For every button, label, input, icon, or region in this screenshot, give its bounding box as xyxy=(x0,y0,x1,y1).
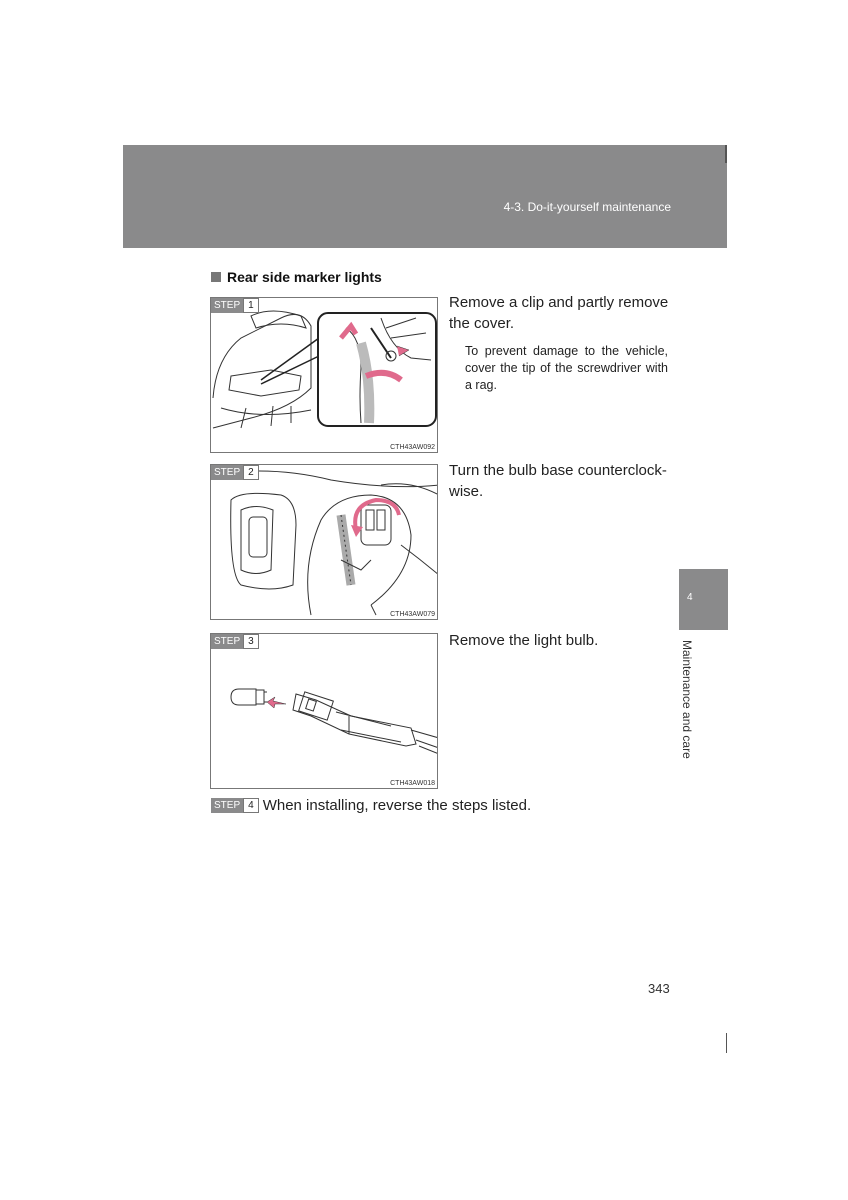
figure-code: CTH43AW079 xyxy=(390,611,435,618)
step-1-note: To prevent damage to the vehicle, cover the tip of the screwdriver with a rag. xyxy=(465,344,668,392)
figure-code: CTH43AW092 xyxy=(390,444,435,451)
rear-trunk-illustration xyxy=(211,298,438,453)
step-badge-4 xyxy=(211,798,259,813)
step-number: 2 xyxy=(243,465,259,480)
square-bullet-icon xyxy=(211,272,221,282)
light-bulb-illustration xyxy=(211,634,438,789)
step-label: STEP xyxy=(211,798,243,813)
step-3-text: Remove the light bulb. xyxy=(449,632,599,649)
chapter-label-wrap xyxy=(680,640,700,780)
step-label: STEP xyxy=(211,298,243,313)
heading-text: Rear side marker lights xyxy=(227,269,382,285)
section-title: 4-3. Do-it-yourself maintenance xyxy=(503,200,671,214)
step-badge-1 xyxy=(211,298,259,313)
step-label: STEP xyxy=(211,634,243,649)
step-1-text: Remove a clip and partly remove the cover. xyxy=(449,294,669,332)
step-number: 3 xyxy=(243,634,259,649)
step-4-row xyxy=(211,797,531,814)
figure-step-1 xyxy=(210,297,438,453)
chapter-label: Maintenance and care xyxy=(680,640,694,759)
figure-code: CTH43AW018 xyxy=(390,780,435,787)
figure-step-3 xyxy=(210,633,438,789)
step-number: 4 xyxy=(243,798,259,813)
chapter-number: 4 xyxy=(687,592,693,603)
figure-step-2 xyxy=(210,464,438,620)
section-heading xyxy=(211,269,382,285)
page-number: 343 xyxy=(648,981,670,996)
header-tick xyxy=(725,145,727,163)
step-number: 1 xyxy=(243,298,259,313)
step-label: STEP xyxy=(211,465,243,480)
step-4-text: When installing, reverse the steps listed. xyxy=(262,797,532,814)
header-band xyxy=(123,145,727,248)
step-badge-3 xyxy=(211,634,259,649)
step-badge-2 xyxy=(211,465,259,480)
bulb-base-illustration xyxy=(211,465,438,620)
step-2-text: Turn the bulb base counterclock-wise. xyxy=(449,462,667,500)
bottom-tick xyxy=(726,1033,727,1053)
chapter-tab xyxy=(679,569,728,630)
